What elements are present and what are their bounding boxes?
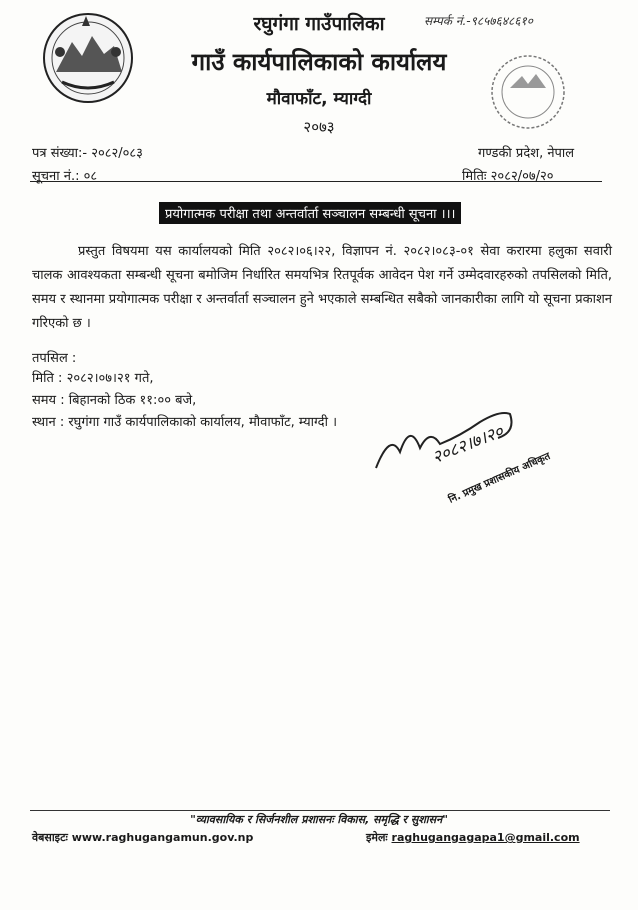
email-label: इमेलः [366, 831, 388, 844]
schedule-time: समय : बिहानको ठिक ११:०० बजे, [32, 393, 197, 408]
email-line [366, 830, 580, 845]
office-stamp [488, 52, 568, 132]
website-label: वेबसाइटः [32, 831, 68, 844]
office-location: मौवाफाँट, म्याग्दी [266, 89, 372, 109]
footer-divider [30, 810, 610, 811]
letter-number: पत्र संख्या:- २०८२/०८३ [32, 146, 143, 161]
footer-motto: "व्यावसायिक र सिर्जनशील प्रशासनः विकास, समृद्धि र सुशासन" [190, 813, 448, 826]
notice-number: सूचना नं.: ०८ [32, 169, 98, 184]
schedule-place: स्थान : रघुगंगा गाउँ कार्यपालिकाको कार्यालय, मौवाफाँट, म्याग्दी । [32, 415, 338, 430]
office-name: गाउँ कार्यपालिकाको कार्यालय [191, 48, 447, 76]
website-line [32, 830, 253, 845]
notice-date: मितिः २०८२/०७/२० [462, 169, 554, 184]
province: गण्डकी प्रदेश, नेपाल [478, 146, 575, 161]
schedule-date: मिति : २०८२।०७।२१ गते, [32, 371, 154, 386]
notice-body: प्रस्तुत विषयमा यस कार्यालयको मिति २०८२।०६।२२, विज्ञापन नं. २०८२।०८३-०१ सेवा करारमा हलुका सवारी चालक आवश्यकता सम्बन्धी सूचना बमोजिम निर्धारित समयभित्र रितपूर्वक आवेदन पेश गर्ने उम्मेदवारहरुको तपसिलको मिति, समय र स्थानमा प्रयोगात्मक परीक्षा र अन्तर्वार्ता सञ्चालन हुने भएकाले सम्बन्धित सबैको जानकारीका लागि यो सूचना प्रकाशन गरिएको छ । [32, 244, 612, 331]
signature-date: २०८२।७।२० [429, 421, 507, 469]
signatory-title: नि. प्रमुख प्रशासकीय अधिकृत [447, 450, 553, 506]
email-link[interactable]: raghugangagapa1@gmail.com [391, 831, 580, 844]
website-link[interactable]: www.raghugangamun.gov.np [71, 831, 254, 844]
signature-block [370, 392, 570, 522]
header-divider [30, 181, 602, 182]
municipality-name: रघुगंगा गाउँपालिका [253, 13, 385, 35]
contact-number: सम्पर्क नं.-९८५७६४८६१० [424, 14, 533, 28]
established-year: २०७३ [303, 118, 335, 136]
schedule-heading: तपसिल : [32, 351, 77, 366]
notice-subject: प्रयोगात्मक परीक्षा तथा अन्तर्वार्ता सञ्चालन सम्बन्धी सूचना ।।। [159, 202, 461, 224]
